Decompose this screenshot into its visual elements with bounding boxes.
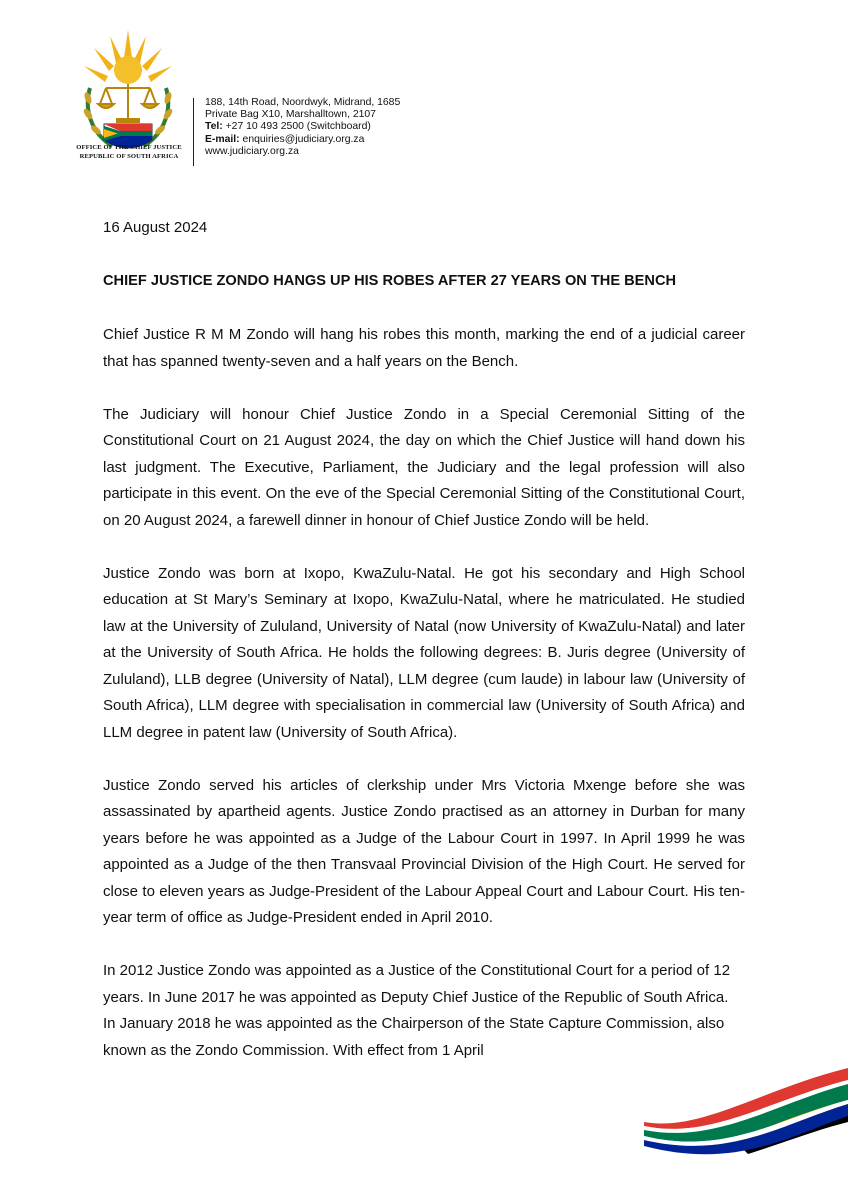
- logo-caption-line2: REPUBLIC OF SOUTH AFRICA: [79, 152, 179, 160]
- flag-swoosh-icon: [640, 1060, 848, 1160]
- header-divider: [193, 98, 194, 166]
- tel-label: Tel:: [205, 121, 223, 133]
- logo-caption-line1: OFFICE OF THE CHIEF JUSTICE: [76, 144, 182, 151]
- paragraph-3: Justice Zondo was born at Ixopo, KwaZulu-Natal. He got his secondary and High School education at St Mary’s Seminary at Ixopo, KwaZulu-Natal, where he matriculated. He studied law at the University of Zululand, University of Natal (now University of KwaZulu-Natal) and later at the University of South Africa. He holds the following degrees: B. Juris degree (University of Zululand), LLB degree (University of Natal), LLM degree (cum laude) in labour law (University of South Africa), LLM degree with specialisation in commercial law (University of South Africa) and LLM degree in patent law (University of South Africa).: [103, 564, 745, 741]
- address-line1: 188, 14th Road, Noordwyk, Midrand, 1685: [205, 97, 401, 108]
- paragraph-2: The Judiciary will honour Chief Justice Zondo in a Special Ceremonial Sitting of the Constitutional Court on 21 August 2024, the day on which the Chief Justice will hand down his last judgment. The Executive, Parliament, the Judiciary and the legal profession will also participate in this event. On the eve of the Special Ceremonial Sitting of the Constitutional Court, on 20 August 2024, a farewell dinner in honour of Chief Justice Zondo will be held.: [103, 405, 745, 529]
- paragraph-4: Justice Zondo served his articles of clerkship under Mrs Victoria Mxenge before she was assassinated by apartheid agents. Justice Zondo practised as an attorney in Durban for many years before he was appointed as a Judge of the Labour Court in 1997. In April 1999 he was appointed as a Judge of the then Transvaal Provincial Division of the High Court. He served for close to eleven years as Judge-President of the Labour Appeal Court and Labour Court. His ten-year term of office as Judge-President ended in April 2010.: [103, 776, 745, 926]
- tel-line: [205, 121, 400, 133]
- email-label: E-mail:: [205, 133, 240, 145]
- website-link: www.judiciary.org.za: [205, 145, 299, 157]
- contact-block: [205, 97, 400, 158]
- paragraph-1: Chief Justice R M M Zondo will hang his robes this month, marking the end of a judicial career that has spanned twenty-seven and a half years on the Bench.: [103, 326, 745, 370]
- address-line2: Private Bag X10, Marshalltown, 2107: [205, 109, 376, 121]
- logo-caption: [70, 144, 188, 161]
- document-date: 16 August 2024: [103, 219, 208, 236]
- email-line: [205, 134, 400, 146]
- tel-value: +27 10 493 2500 (Switchboard): [225, 121, 371, 133]
- document-headline: CHIEF JUSTICE ZONDO HANGS UP HIS ROBES AFTER 27 YEARS ON THE BENCH: [103, 273, 677, 289]
- sun-icon: [114, 56, 142, 84]
- document-body: [103, 322, 745, 1091]
- email-value: enquiries@judiciary.org.za: [242, 133, 365, 145]
- scales-of-justice-icon: [98, 84, 158, 120]
- paragraph-5: In 2012 Justice Zondo was appointed as a Justice of the Constitutional Court for a period of 12 years. In June 2017 he was appointed as Deputy Chief Justice of the Republic of South Africa. In January 2018 he was appointed as the Chairperson of the State Capture Commission, also known as the Zondo Commission. With effect from 1 April: [103, 962, 731, 1059]
